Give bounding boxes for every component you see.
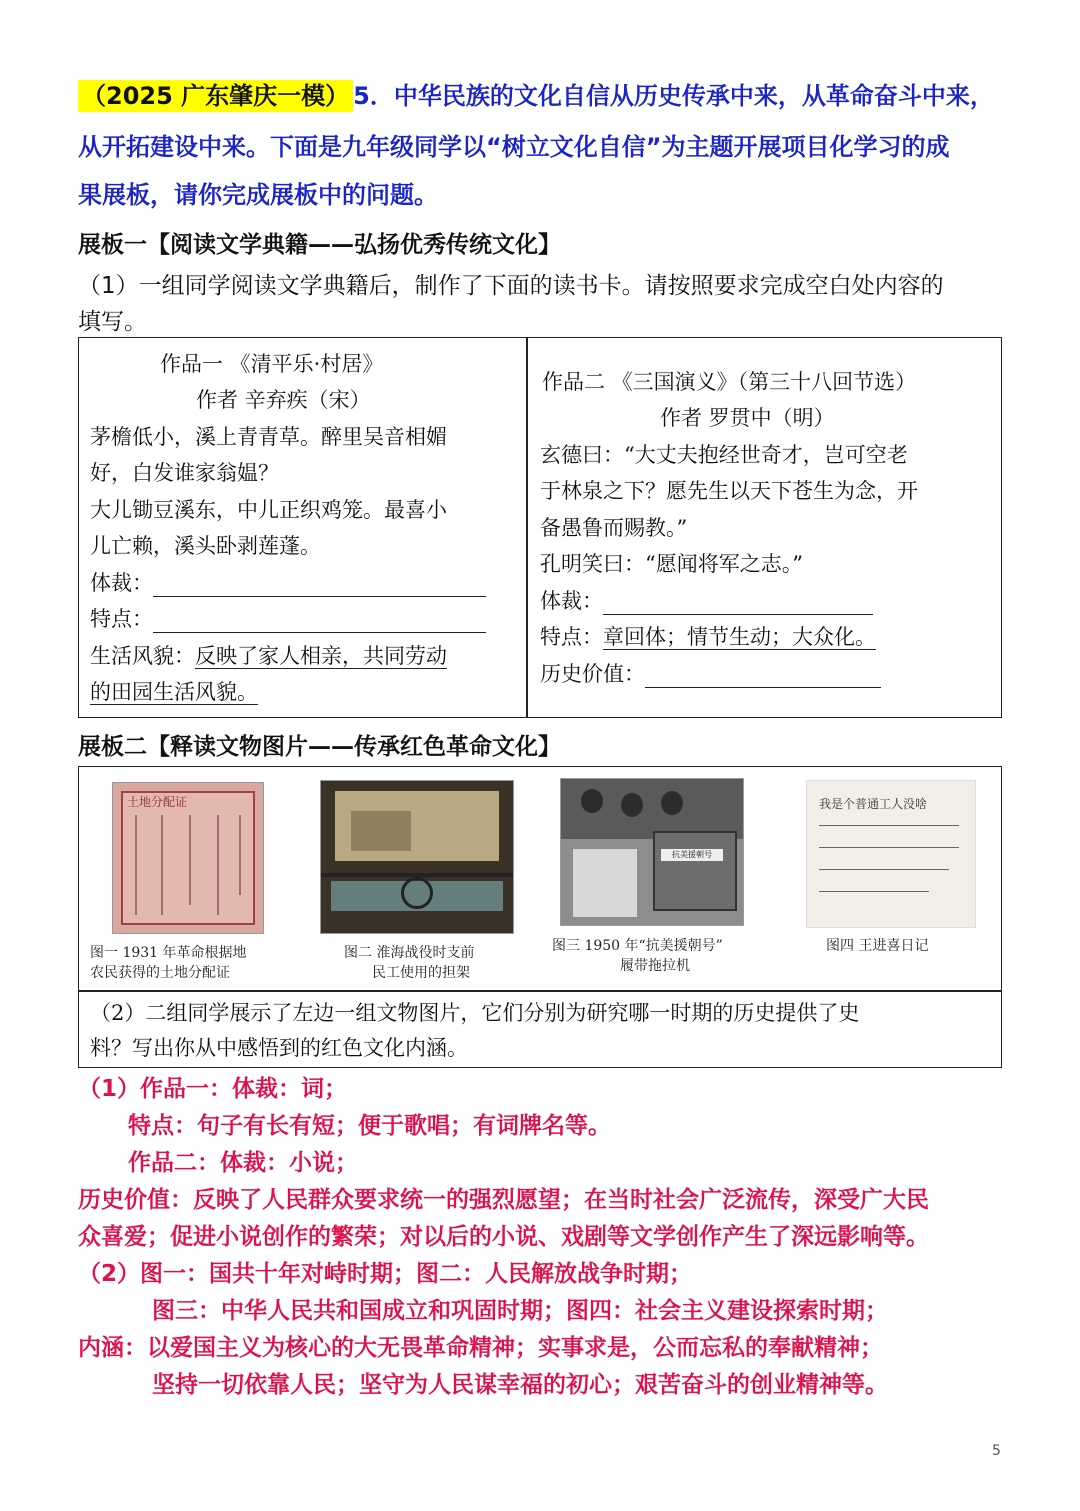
answer-line-2: 特点：句子有长有短；便于歌唱；有词牌名等。 [128, 1113, 611, 1139]
source-tag: （2025 广东肇庆一模） [78, 80, 353, 112]
board2-prompt-1: （2）二组同学展示了左边一组文物图片，它们分别为研究哪一时期的历史提供了史 [90, 1001, 860, 1025]
card2-history-label: 历史价值： [540, 662, 645, 686]
card1-life-value-2: 的田园生活风貌。 [90, 680, 258, 704]
image2-caption-1: 图二 淮海战役时支前 [344, 945, 475, 961]
image3-caption-1: 图三 1950 年“抗美援朝号” [552, 938, 723, 954]
board1-prompt-2: 填写。 [78, 309, 147, 335]
answer-line-6: （2）图一：国共十年对峙时期；图二：人民解放战争时期； [78, 1261, 693, 1287]
question-line-1 [78, 76, 994, 111]
answer-line-1: （1）作品一：体裁：词； [78, 1076, 348, 1102]
card2-author: 作者 罗贯中（明） [660, 406, 835, 430]
question-line-3: 果展板，请你完成展板中的问题。 [78, 181, 438, 209]
card2-text-3: 备愚鲁而赐教。” [540, 516, 688, 540]
card2-text-2: 于林泉之下？愿先生以天下苍生为念，开 [540, 479, 918, 503]
board2-heading: 展板二【释读文物图片——传承红色革命文化】 [78, 734, 561, 760]
card2-feature-value: 章回体；情节生动；大众化。 [603, 625, 876, 649]
card2-genre-label: 体裁： [540, 589, 603, 613]
question-line-2: 从开拓建设中来。下面是九年级同学以“树立文化自信”为主题开展项目化学习的成 [78, 133, 950, 161]
card1-text-1: 茅檐低小，溪上青青草。醉里吴音相媚 [90, 425, 447, 449]
answer-line-5: 众喜爱；促进小说创作的繁荣；对以后的小说、戏剧等文学创作产生了深远影响等。 [78, 1224, 929, 1250]
card2-feature-row [540, 621, 876, 651]
card1-title: 作品一 《清平乐·村居》 [160, 352, 384, 376]
card1-life-value-1: 反映了家人相亲，共同劳动 [195, 644, 447, 668]
card1-life-label: 生活风貌： [90, 644, 195, 668]
image2-caption-2: 民工使用的担架 [372, 965, 470, 981]
card1-genre-label: 体裁： [90, 571, 153, 595]
card1-genre-blank[interactable] [153, 574, 486, 597]
card1-genre-row [90, 567, 486, 597]
tractor-plate: 抗美援朝号 [661, 849, 723, 861]
image1-caption-2: 农民获得的土地分配证 [90, 965, 230, 981]
land-certificate-image [112, 782, 264, 934]
tractor-image [560, 778, 744, 926]
artifact-panel-divider [78, 990, 1002, 992]
diary-text: 我是个普通工人没啥 [819, 797, 928, 811]
card2-genre-blank[interactable] [603, 592, 873, 615]
question-text-1: 5．中华民族的文化自信从历史传承中来，从革命奋斗中来， [353, 82, 994, 110]
card1-life-row [90, 640, 447, 670]
board1-heading: 展板一【阅读文学典籍——弘扬优秀传统文化】 [78, 232, 561, 258]
diary-image [806, 780, 976, 928]
card2-genre-row [540, 585, 873, 615]
answer-line-8: 内涵：以爱国主义为核心的大无畏革命精神；实事求是，公而忘私的奉献精神； [78, 1335, 883, 1361]
card1-feature-row [90, 603, 486, 633]
board1-prompt-1: （1）一组同学阅读文学典籍后，制作了下面的读书卡。请按照要求完成空白处内容的 [78, 273, 944, 299]
answer-line-4: 历史价值：反映了人民群众要求统一的强烈愿望；在当时社会广泛流传，深受广大民 [78, 1187, 929, 1213]
card1-feature-blank[interactable] [153, 610, 486, 633]
card1-text-3: 大儿锄豆溪东，中儿正织鸡笼。最喜小 [90, 498, 447, 522]
card1-life-row-2 [90, 676, 258, 706]
card1-text-4: 儿亡赖，溪头卧剥莲蓬。 [90, 534, 321, 558]
card2-history-blank[interactable] [645, 665, 881, 688]
answer-line-7: 图三：中华人民共和国成立和巩固时期；图四：社会主义建设探索时期； [152, 1298, 888, 1324]
card1-author: 作者 辛弃疾（宋） [196, 388, 371, 412]
page-number: 5 [992, 1443, 1001, 1459]
land-certificate-title: 土地分配证 [127, 795, 188, 809]
answer-line-3: 作品二：体裁：小说； [128, 1150, 358, 1176]
image3-caption-2: 履带拖拉机 [620, 958, 690, 974]
stretcher-image [320, 780, 514, 934]
card2-text-1: 玄德曰：“大丈夫抱经世奇才，岂可空老 [540, 443, 908, 467]
table-divider [526, 337, 528, 718]
card1-feature-label: 特点： [90, 607, 153, 631]
image4-caption-1: 图四 王进喜日记 [826, 938, 929, 954]
card1-text-2: 好，白发谁家翁媪？ [90, 461, 279, 485]
answer-line-9: 坚持一切依靠人民；坚守为人民谋幸福的初心；艰苦奋斗的创业精神等。 [152, 1372, 888, 1398]
image1-caption-1: 图一 1931 年革命根据地 [90, 945, 247, 961]
card2-feature-label: 特点： [540, 625, 603, 649]
board2-prompt-2: 料？写出你从中感悟到的红色文化内涵。 [90, 1036, 468, 1060]
card2-history-row [540, 658, 881, 688]
card2-title: 作品二 《三国演义》（第三十八回节选） [542, 370, 917, 394]
card2-text-4: 孔明笑曰：“愿闻将军之志。” [540, 552, 803, 576]
